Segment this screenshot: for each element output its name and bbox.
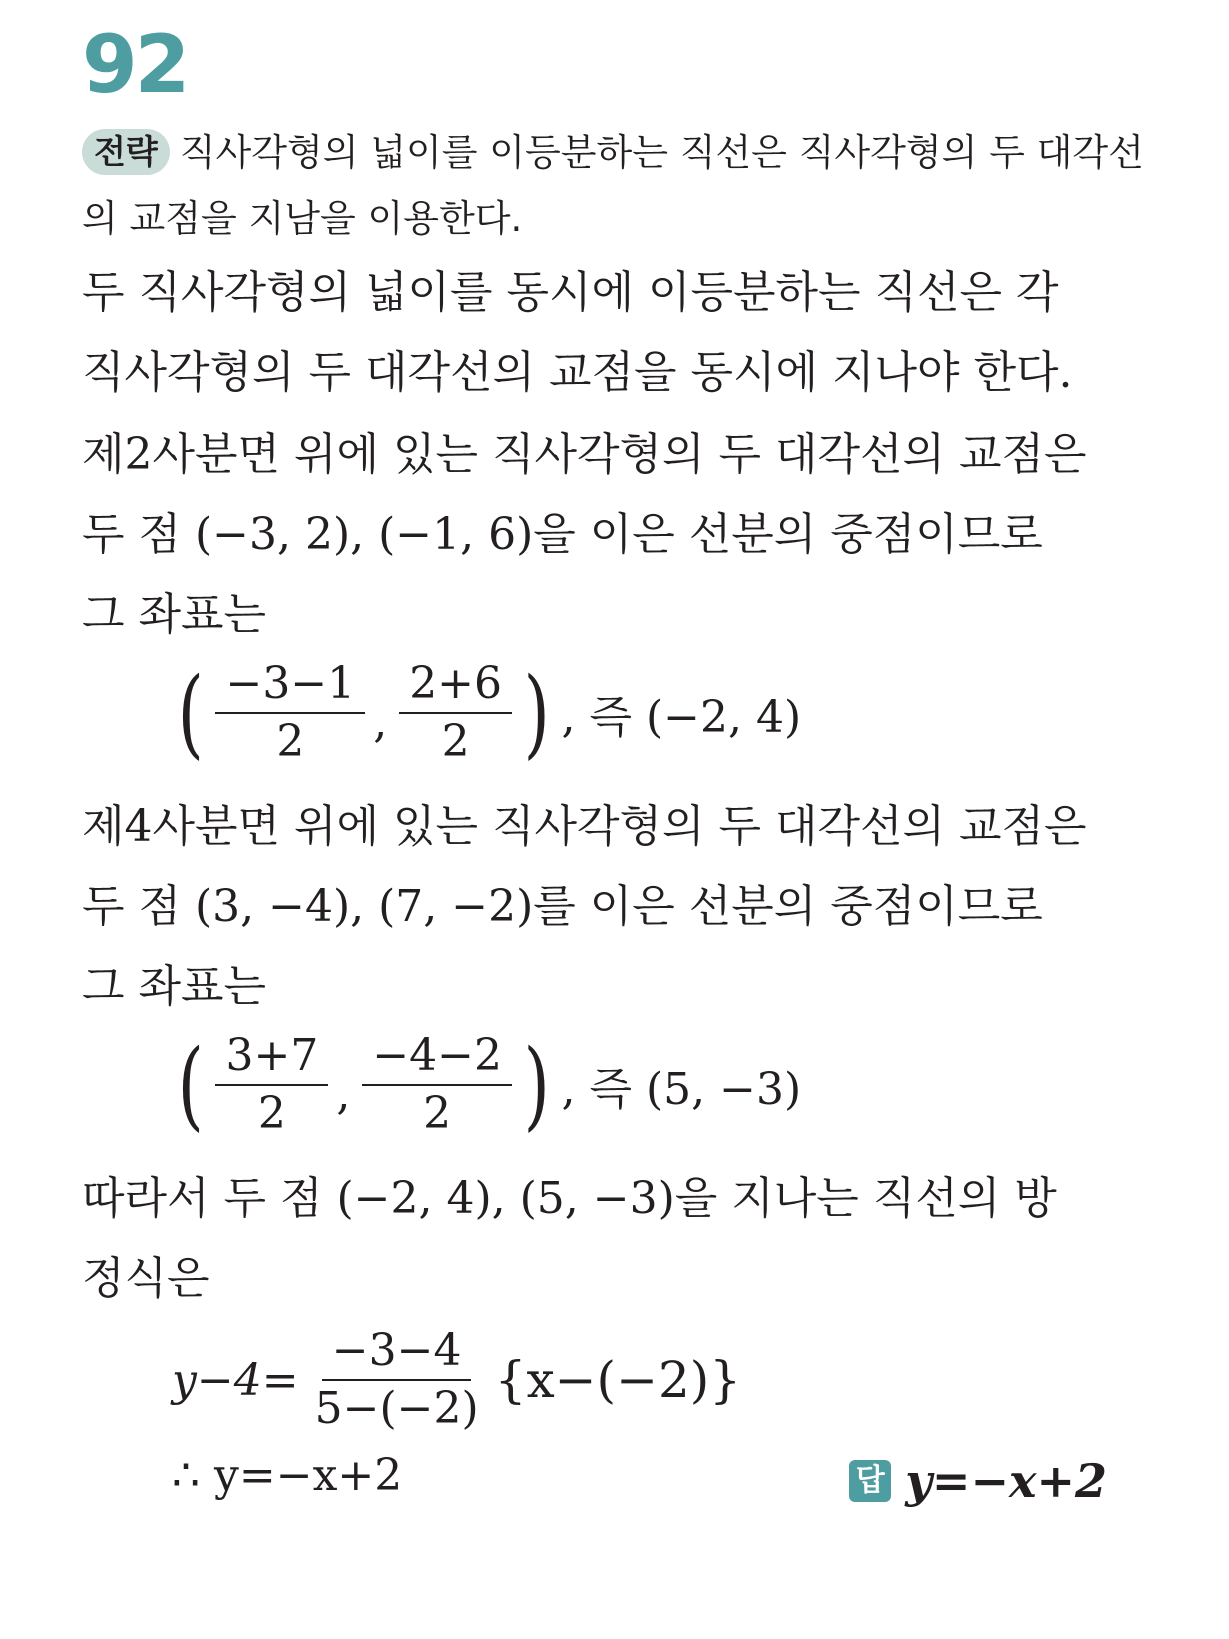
final-equation: ∴ y=−x+2 <box>172 1450 403 1501</box>
close-paren: ) <box>523 657 550 769</box>
answer-text: y=−x+2 <box>905 1454 1107 1508</box>
fraction-denominator: 2 <box>423 1088 452 1139</box>
fraction-x <box>215 1032 328 1138</box>
solution-line-5: 그 좌표는 <box>82 589 267 640</box>
answer <box>849 1454 1107 1508</box>
solution-line-4: 두 점 (−3, 2), (−1, 6)을 이은 선분의 중점이므로 <box>82 509 1043 560</box>
midpoint-equation-1 <box>172 658 801 768</box>
solution-line-9: 따라서 두 점 (−2, 4), (5, −3)을 지나는 직선의 방 <box>82 1173 1057 1224</box>
solution-line-10: 정식은 <box>82 1253 210 1304</box>
solution-line-8: 그 좌표는 <box>82 961 267 1012</box>
line-equation <box>172 1320 741 1440</box>
solution-line-3: 제2사분면 위에 있는 직사각형의 두 대각선의 교점은 <box>82 429 1087 480</box>
open-paren: ( <box>177 657 204 769</box>
close-paren: ) <box>523 1029 550 1141</box>
fraction-numerator: −3−1 <box>215 660 365 714</box>
solution-line-6: 제4사분면 위에 있는 직사각형의 두 대각선의 교점은 <box>82 801 1087 852</box>
comma: , <box>373 696 388 748</box>
fraction-y <box>399 660 512 766</box>
solution-line-2: 직사각형의 두 대각선의 교점을 동시에 지나야 한다. <box>82 347 1073 398</box>
fraction-denominator: 5−(−2) <box>314 1383 479 1434</box>
fraction-denominator: 2 <box>257 1088 286 1139</box>
midpoint-result: , 즉 (5, −3) <box>561 1064 802 1115</box>
slope-fraction <box>305 1327 489 1433</box>
answer-badge: 답 <box>849 1460 891 1502</box>
fraction-denominator: 2 <box>276 716 305 767</box>
open-paren: ( <box>177 1029 204 1141</box>
comma: , <box>336 1068 351 1120</box>
fraction-denominator: 2 <box>441 716 470 767</box>
equation-lhs: y−4= <box>172 1354 299 1406</box>
strategy-box <box>82 120 1157 252</box>
fraction-numerator: 3+7 <box>215 1032 328 1086</box>
strategy-badge: 전략 <box>82 129 170 175</box>
solution-line-7: 두 점 (3, −4), (7, −2)를 이은 선분의 중점이므로 <box>82 881 1043 932</box>
fraction-numerator: 2+6 <box>399 660 512 714</box>
midpoint-equation-2 <box>172 1030 801 1140</box>
solution-line-1: 두 직사각형의 넓이를 동시에 이등분하는 직선은 각 <box>82 267 1059 318</box>
strategy-text: 직사각형의 넓이를 이등분하는 직선은 직사각형의 두 대각선의 교점을 지남을 이용한다. <box>82 131 1144 240</box>
problem-number: 92 <box>82 18 188 111</box>
midpoint-result: , 즉 (−2, 4) <box>561 692 802 743</box>
fraction-numerator: −3−4 <box>322 1327 472 1381</box>
fraction-numerator: −4−2 <box>362 1032 512 1086</box>
fraction-y <box>362 1032 512 1138</box>
equation-rhs: {x−(−2)} <box>494 1351 742 1409</box>
fraction-x <box>215 660 365 766</box>
